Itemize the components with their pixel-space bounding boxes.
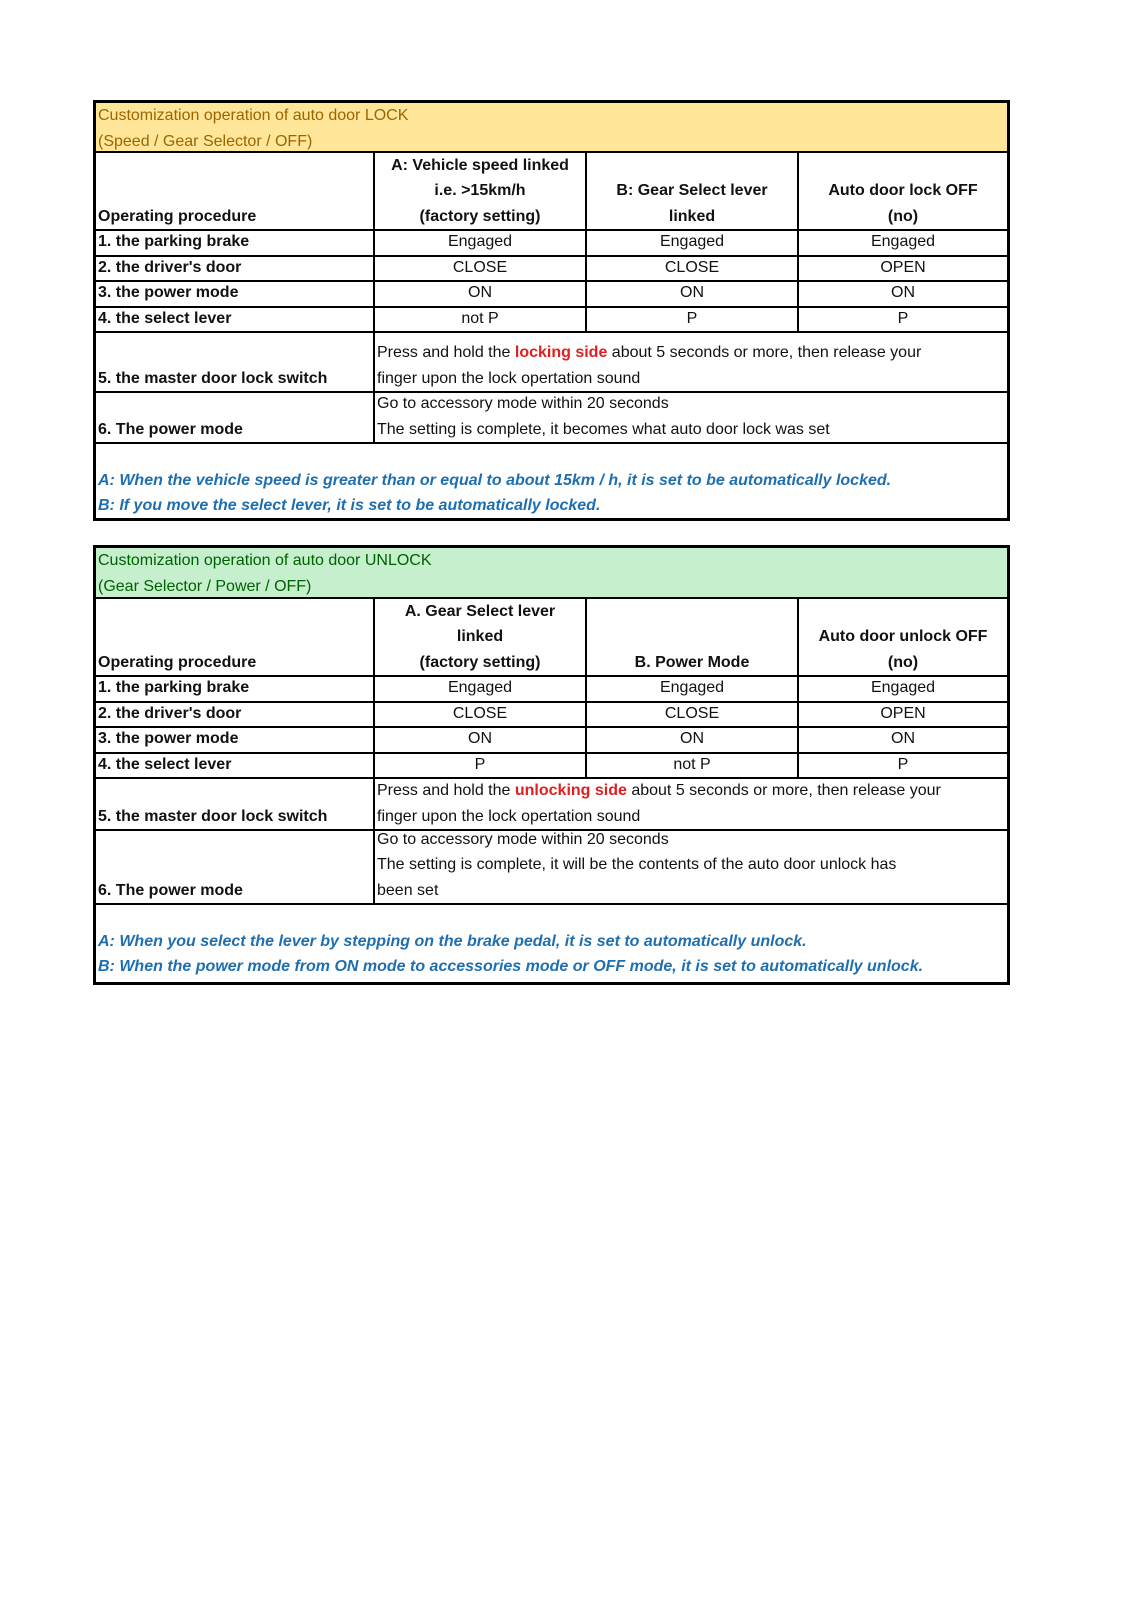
value-a: not P: [375, 308, 587, 332]
header-text: linked: [456, 628, 504, 645]
instruction-line1: Go to accessory mode within 20 seconds: [377, 395, 669, 412]
value-b: CLOSE: [587, 703, 799, 727]
step6-instruction: [375, 393, 1007, 442]
header-text: B. Power Mode: [634, 653, 750, 671]
step-label: 4. the select lever: [96, 754, 375, 778]
lock-notes: [96, 444, 1007, 518]
step-label: 1. the parking brake: [96, 677, 375, 701]
note-b: B: When the power mode from ON mode to accessories mode or OFF mode, it is set to automatically unlock.: [98, 958, 924, 975]
unlock-notes: [96, 905, 1007, 979]
table-row: [96, 728, 1007, 754]
header-procedure: Operating procedure: [96, 599, 375, 675]
value-a: Engaged: [375, 677, 587, 701]
instruction-line1: [377, 778, 1005, 804]
lock-header-row: [96, 153, 1007, 231]
value-b: Engaged: [587, 677, 799, 701]
instruction-line2: The setting is complete, it becomes what auto door lock was set: [377, 420, 830, 438]
table-row: [96, 677, 1007, 703]
unlock-title-line1: Customization operation of auto door UNLOCK: [98, 552, 432, 569]
header-text: (no): [887, 207, 919, 225]
header-text: (factory setting): [419, 207, 541, 225]
value-b: P: [587, 308, 799, 332]
value-c: ON: [891, 730, 915, 747]
value-a: CLOSE: [375, 703, 587, 727]
value-b: not P: [587, 754, 799, 778]
value-a: Engaged: [375, 231, 587, 255]
header-text: A: Vehicle speed linked: [391, 156, 569, 174]
instruction-text: about 5 seconds or more, then release your: [607, 344, 922, 361]
table-row-step5: [96, 333, 1007, 393]
header-col-a: [375, 599, 587, 675]
instruction-line1: [377, 340, 1005, 366]
auto-door-unlock-table: [93, 545, 1010, 985]
table-row: [96, 282, 1007, 308]
table-row-step5: [96, 779, 1007, 831]
header-col-a: [375, 153, 587, 229]
auto-door-lock-table: [93, 100, 1010, 521]
value-c: Engaged: [870, 679, 936, 696]
header-col-b: [587, 599, 799, 675]
lock-title-line1: Customization operation of auto door LOCK: [98, 107, 409, 124]
note-a: A: When the vehicle speed is greater than or equal to about 15km / h, it is set to be automatically locked.: [98, 472, 892, 489]
header-text: Auto door lock OFF: [828, 182, 978, 199]
value-b: ON: [587, 282, 799, 306]
lock-title-line2: (Speed / Gear Selector / OFF): [98, 132, 313, 150]
step-label: 2. the driver's door: [96, 703, 375, 727]
instruction-line3: been set: [377, 881, 439, 899]
step6-instruction: [375, 831, 1007, 903]
step-label: 3. the power mode: [96, 728, 375, 752]
step5-instruction: [375, 779, 1007, 829]
header-text: (factory setting): [419, 653, 541, 671]
value-c: OPEN: [880, 258, 926, 276]
instruction-line2: The setting is complete, it will be the contents of the auto door unlock has: [377, 856, 897, 873]
header-text: Auto door unlock OFF: [818, 628, 988, 645]
header-text: (no): [887, 653, 919, 671]
step5-instruction: [375, 333, 1007, 391]
header-text: A. Gear Select lever: [404, 602, 556, 620]
value-a: ON: [375, 728, 587, 752]
highlight-text: locking side: [514, 344, 608, 361]
value-a: P: [375, 754, 587, 778]
unlock-title-line2: (Gear Selector / Power / OFF): [98, 577, 312, 595]
note-b: B: If you move the select lever, it is set to be automatically locked.: [98, 497, 601, 514]
header-text: linked: [668, 207, 716, 225]
table-row-step6: [96, 393, 1007, 444]
unlock-header-row: [96, 599, 1007, 677]
step-label: 2. the driver's door: [96, 257, 375, 281]
unlock-table-title: [96, 548, 1007, 599]
value-a: ON: [375, 282, 587, 306]
header-text: i.e. >15km/h: [434, 182, 526, 199]
table-row: [96, 257, 1007, 283]
instruction-line2: finger upon the lock opertation sound: [377, 807, 641, 825]
value-c: P: [897, 755, 909, 773]
value-b: Engaged: [587, 231, 799, 255]
table-row: [96, 308, 1007, 334]
step-label: 3. the power mode: [96, 282, 375, 306]
header-procedure: Operating procedure: [96, 153, 375, 229]
step-label: 6. The power mode: [96, 831, 375, 903]
note-a: A: When you select the lever by stepping on the brake pedal, it is set to automatically unlock.: [98, 933, 807, 950]
value-c: Engaged: [870, 233, 936, 250]
instruction-line2: finger upon the lock opertation sound: [377, 369, 641, 387]
instruction-text: about 5 seconds or more, then release your: [626, 782, 941, 799]
highlight-text: unlocking side: [514, 782, 627, 799]
value-c: ON: [891, 284, 915, 301]
lock-table-title: [96, 103, 1007, 153]
header-col-b: [587, 153, 799, 229]
step-label: 5. the master door lock switch: [96, 779, 375, 829]
table-row: [96, 754, 1007, 780]
value-b: ON: [587, 728, 799, 752]
value-b: CLOSE: [587, 257, 799, 281]
table-row: [96, 703, 1007, 729]
value-c: P: [897, 309, 909, 327]
step-label: 6. The power mode: [96, 393, 375, 442]
instruction-text: Press and hold the: [377, 782, 515, 799]
instruction-line1: Go to accessory mode within 20 seconds: [377, 830, 669, 848]
step-label: 1. the parking brake: [96, 231, 375, 255]
value-a: CLOSE: [375, 257, 587, 281]
header-text: B: Gear Select lever: [616, 182, 768, 199]
header-col-c: [799, 599, 1007, 675]
value-c: OPEN: [880, 704, 926, 722]
step-label: 5. the master door lock switch: [96, 333, 375, 391]
table-row-step6: [96, 831, 1007, 905]
table-row: [96, 231, 1007, 257]
header-col-c: [799, 153, 1007, 229]
step-label: 4. the select lever: [96, 308, 375, 332]
instruction-text: Press and hold the: [377, 344, 515, 361]
